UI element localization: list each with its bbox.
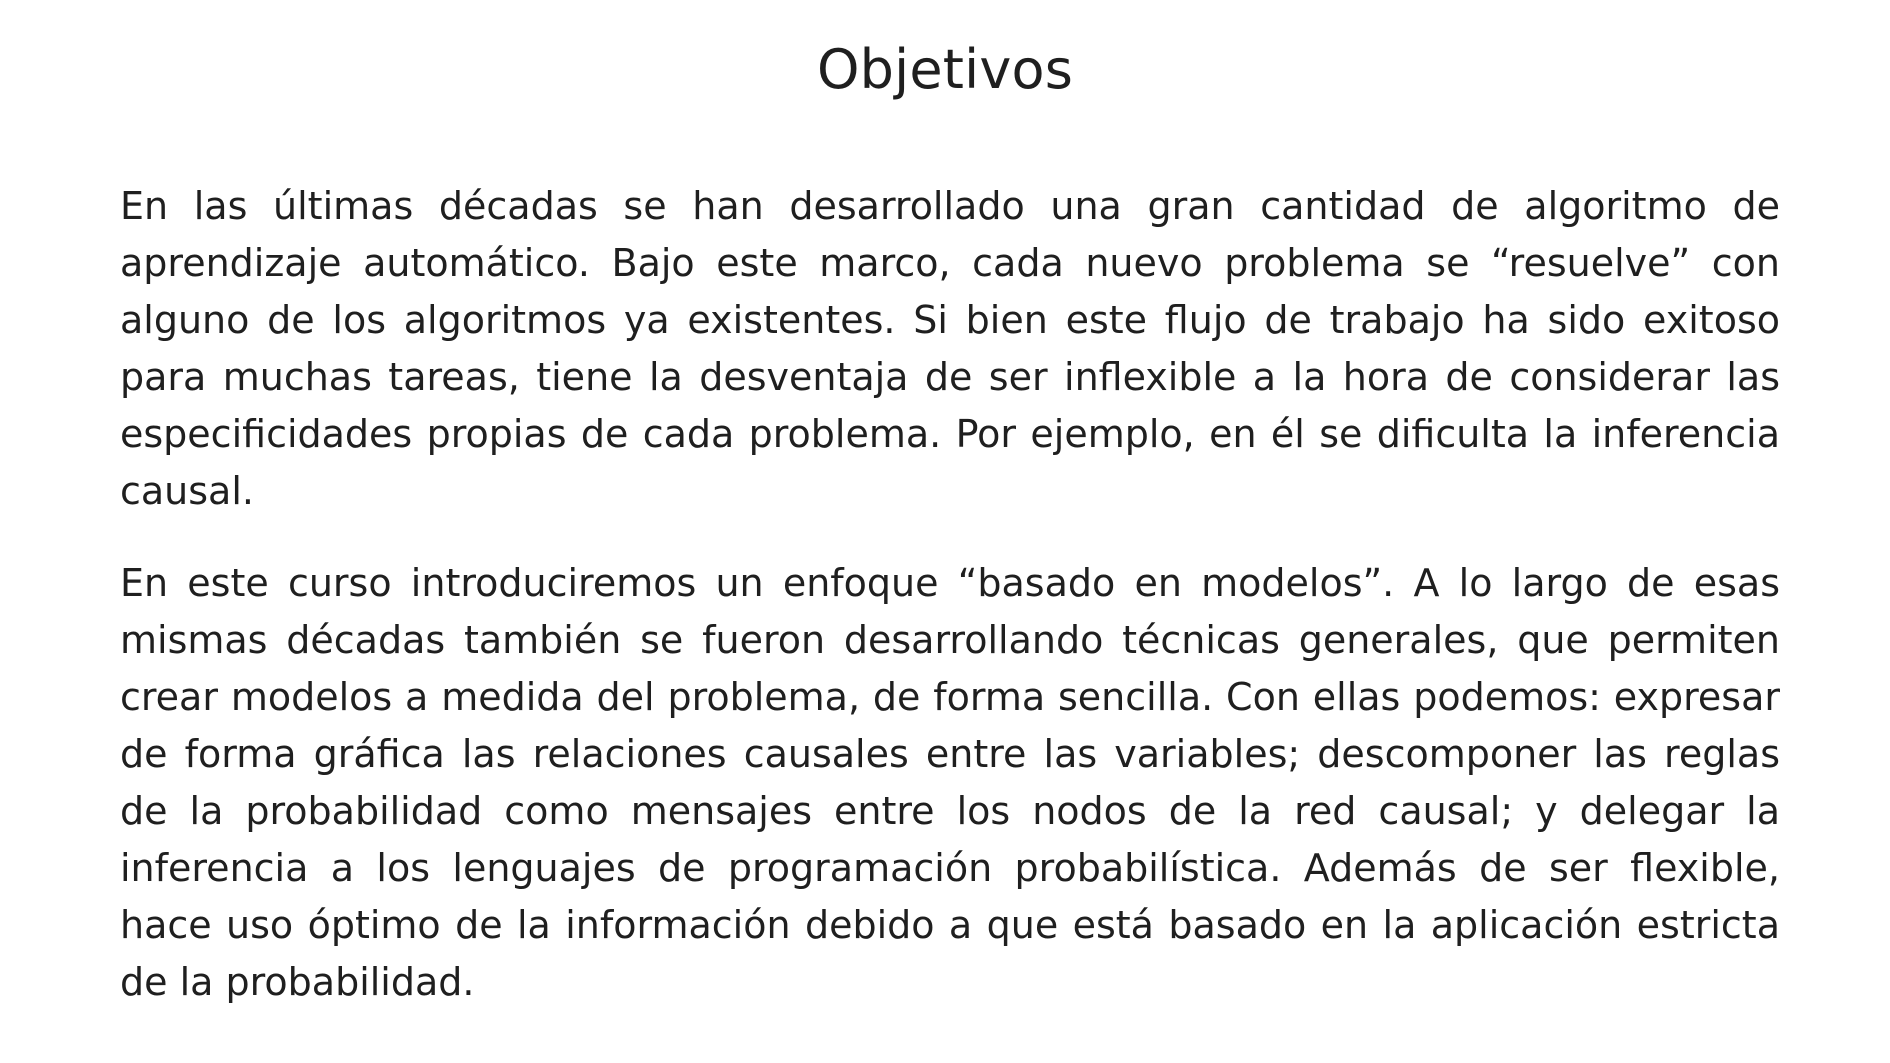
slide-title: Objetivos — [816, 38, 1074, 101]
paragraph-2: En este curso introduciremos un enfoque “basado en modelos”. A lo largo de esas mismas décadas también se fueron desarrollando técnicas generales, que permiten crear modelos a medida del problema, de forma sencilla. Con ellas podemos: expresar de forma gráfica las relaciones causales entre las variables; descomponer las reglas de la probabilidad como mensajes entre los nodos de la red causal; y delegar la inferencia a los lenguajes de programación probabilística. Además de ser flexible, hace uso óptimo de la información debido a que está basado en la aplicación estricta de la probabilidad. — [120, 561, 1780, 1004]
slide-body — [120, 178, 1780, 1011]
paragraph-1: En las últimas décadas se han desarrollado una gran cantidad de algoritmo de aprendizaje automático. Bajo este marco, cada nuevo problema se “resuelve” con alguno de los algoritmos ya existentes. Si bien este flujo de trabajo ha sido exitoso para muchas tareas, tiene la desventaja de ser inflexible a la hora de considerar las especificidades propias de cada problema. Por ejemplo, en él se dificulta la inferencia causal. — [120, 184, 1780, 513]
